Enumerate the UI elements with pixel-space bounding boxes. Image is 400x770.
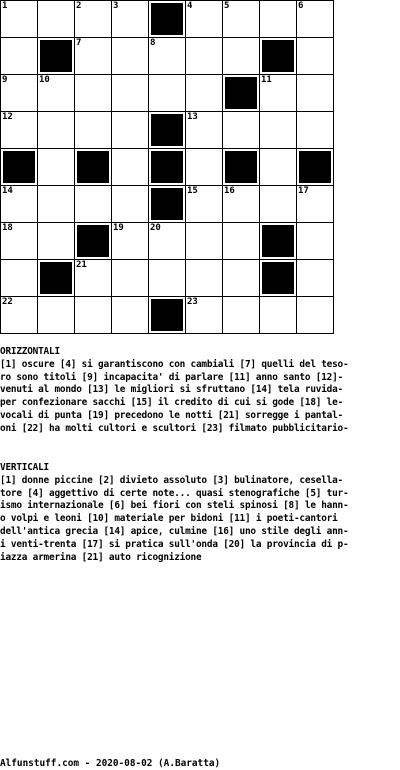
cell-number: 10 (39, 75, 50, 85)
clue-line: [1] oscure [4] si garantiscono con cambiali [7] quelli del teso- (0, 358, 349, 370)
black-square (225, 77, 257, 109)
black-square (299, 151, 331, 183)
grid-cell (149, 260, 186, 297)
cell-number: 5 (224, 1, 230, 11)
black-cell (38, 38, 75, 75)
black-cell (260, 38, 297, 75)
black-cell (75, 149, 112, 186)
grid-cell (297, 75, 334, 112)
grid-cell (297, 260, 334, 297)
grid-cell (186, 1, 223, 38)
grid-cell (1, 260, 38, 297)
cell-number: 13 (187, 112, 198, 122)
black-cell (1, 149, 38, 186)
grid-cell (112, 75, 149, 112)
grid-cell (112, 223, 149, 260)
clue-line: i venti-trenta [17] si pratica sull'onda [20] la provincia di p- (0, 538, 349, 550)
cell-number: 3 (113, 1, 119, 11)
black-cell (260, 223, 297, 260)
black-square (40, 40, 72, 72)
black-square (151, 299, 183, 331)
black-cell (223, 149, 260, 186)
grid-cell (112, 112, 149, 149)
grid-cell (38, 1, 75, 38)
clue-line: venuti al mondo [13] le migliori si sfruttano [14] tela ruvida- (0, 384, 343, 396)
clue-line: ismo internazionale [6] bei fiori con steli spinosi [8] le hann- (0, 500, 349, 512)
grid-cell (223, 112, 260, 149)
grid-cell (260, 149, 297, 186)
grid-cell (223, 186, 260, 223)
black-cell (260, 260, 297, 297)
black-cell (149, 297, 186, 334)
grid-cell (186, 149, 223, 186)
black-square (262, 262, 294, 294)
grid-cell (223, 1, 260, 38)
across-clues (0, 346, 398, 436)
black-square (151, 114, 183, 146)
grid-cell (75, 260, 112, 297)
clue-line: oni [22] ha molti cultori e scultori [23] filmato pubblicitario- (0, 422, 349, 434)
cell-number: 23 (187, 297, 198, 307)
grid-cell (223, 223, 260, 260)
grid-cell (75, 1, 112, 38)
black-square (3, 151, 35, 183)
clue-line: ro sono titoli [9] incapacita' di parlare [11] anno santo [12]- (0, 371, 343, 383)
clue-line: vocali di punta [19] precedono le notti [21] sorregge i pantal- (0, 409, 343, 421)
grid-cell (186, 223, 223, 260)
black-cell (149, 1, 186, 38)
grid-cell (1, 112, 38, 149)
grid-cell (297, 38, 334, 75)
down-heading: VERTICALI (0, 462, 49, 473)
grid-cell (297, 1, 334, 38)
grid-cell (1, 38, 38, 75)
grid-cell (1, 297, 38, 334)
grid-cell (1, 1, 38, 38)
black-cell (149, 149, 186, 186)
black-cell (38, 260, 75, 297)
cell-number: 8 (150, 38, 156, 48)
black-square (77, 225, 109, 257)
footer-credit: Alfunstuff.com - 2020-08-02 (A.Baratta) (0, 758, 221, 769)
cell-number: 12 (2, 112, 13, 122)
grid-cell (75, 112, 112, 149)
clue-line: tore [4] aggettivo di certe note... quasi stenografiche [5] tur- (0, 487, 349, 499)
grid-cell (149, 223, 186, 260)
cell-number: 6 (298, 1, 304, 11)
black-cell (75, 223, 112, 260)
black-square (77, 151, 109, 183)
grid-cell (1, 186, 38, 223)
grid-cell (297, 223, 334, 260)
black-square (225, 151, 257, 183)
grid-cell (38, 149, 75, 186)
grid-cell (186, 112, 223, 149)
across-heading: ORIZZONTALI (0, 346, 60, 357)
grid-cell (38, 112, 75, 149)
grid-cell (186, 75, 223, 112)
black-square (262, 40, 294, 72)
grid-cell (260, 297, 297, 334)
black-square (262, 225, 294, 257)
grid-cell (112, 38, 149, 75)
grid-cell (112, 149, 149, 186)
grid-cell (260, 186, 297, 223)
black-square (40, 262, 72, 294)
grid-cell (75, 186, 112, 223)
grid-cell (186, 38, 223, 75)
grid-cell (260, 75, 297, 112)
clue-line: o volpi e leoni [10] materiale per bidoni [11] i poeti-cantori (0, 513, 338, 525)
grid-cell (112, 1, 149, 38)
cell-number: 17 (298, 186, 309, 196)
grid-cell (75, 297, 112, 334)
cell-number: 14 (2, 186, 13, 196)
grid-cell (186, 297, 223, 334)
black-cell (149, 186, 186, 223)
cell-number: 21 (76, 260, 87, 270)
cell-number: 11 (261, 75, 272, 85)
clue-line: [1] donne piccine [2] divieto assoluto [3] bulinatore, cesella- (0, 474, 343, 486)
black-square (151, 188, 183, 220)
black-square (151, 151, 183, 183)
grid-cell (223, 38, 260, 75)
grid-cell (297, 186, 334, 223)
grid-cell (112, 186, 149, 223)
black-cell (149, 112, 186, 149)
cell-number: 2 (76, 1, 82, 11)
cell-number: 20 (150, 223, 161, 233)
grid-cell (1, 223, 38, 260)
cell-number: 4 (187, 1, 193, 11)
grid-cell (38, 75, 75, 112)
cell-number: 16 (224, 186, 235, 196)
grid-cell (38, 186, 75, 223)
cell-number: 1 (2, 1, 8, 11)
cell-number: 22 (2, 297, 13, 307)
black-cell (297, 149, 334, 186)
cell-number: 19 (113, 223, 124, 233)
black-square (151, 3, 183, 35)
grid-cell (297, 112, 334, 149)
cell-number: 9 (2, 75, 8, 85)
clue-line: iazza armerina [21] auto ricognizione (0, 551, 202, 563)
grid-cell (38, 223, 75, 260)
grid-cell (260, 112, 297, 149)
grid-cell (297, 297, 334, 334)
grid-cell (1, 75, 38, 112)
grid-cell (112, 260, 149, 297)
grid-cell (223, 297, 260, 334)
grid-cell (186, 186, 223, 223)
grid-cell (75, 75, 112, 112)
grid-cell (186, 260, 223, 297)
cell-number: 7 (76, 38, 82, 48)
clue-line: per confezionare sacchi [15] il credito di cui si gode [18] le- (0, 397, 343, 409)
grid-cell (149, 75, 186, 112)
down-clues (0, 462, 398, 564)
clue-line: dell'antica grecia [14] apice, culmine [16] uno stile degli ann- (0, 525, 349, 537)
grid-cell (260, 1, 297, 38)
grid-cell (38, 297, 75, 334)
cell-number: 15 (187, 186, 198, 196)
crossword-grid (0, 0, 334, 334)
grid-cell (149, 38, 186, 75)
grid-cell (75, 38, 112, 75)
grid-cell (223, 260, 260, 297)
grid-cell (112, 297, 149, 334)
cell-number: 18 (2, 223, 13, 233)
black-cell (223, 75, 260, 112)
